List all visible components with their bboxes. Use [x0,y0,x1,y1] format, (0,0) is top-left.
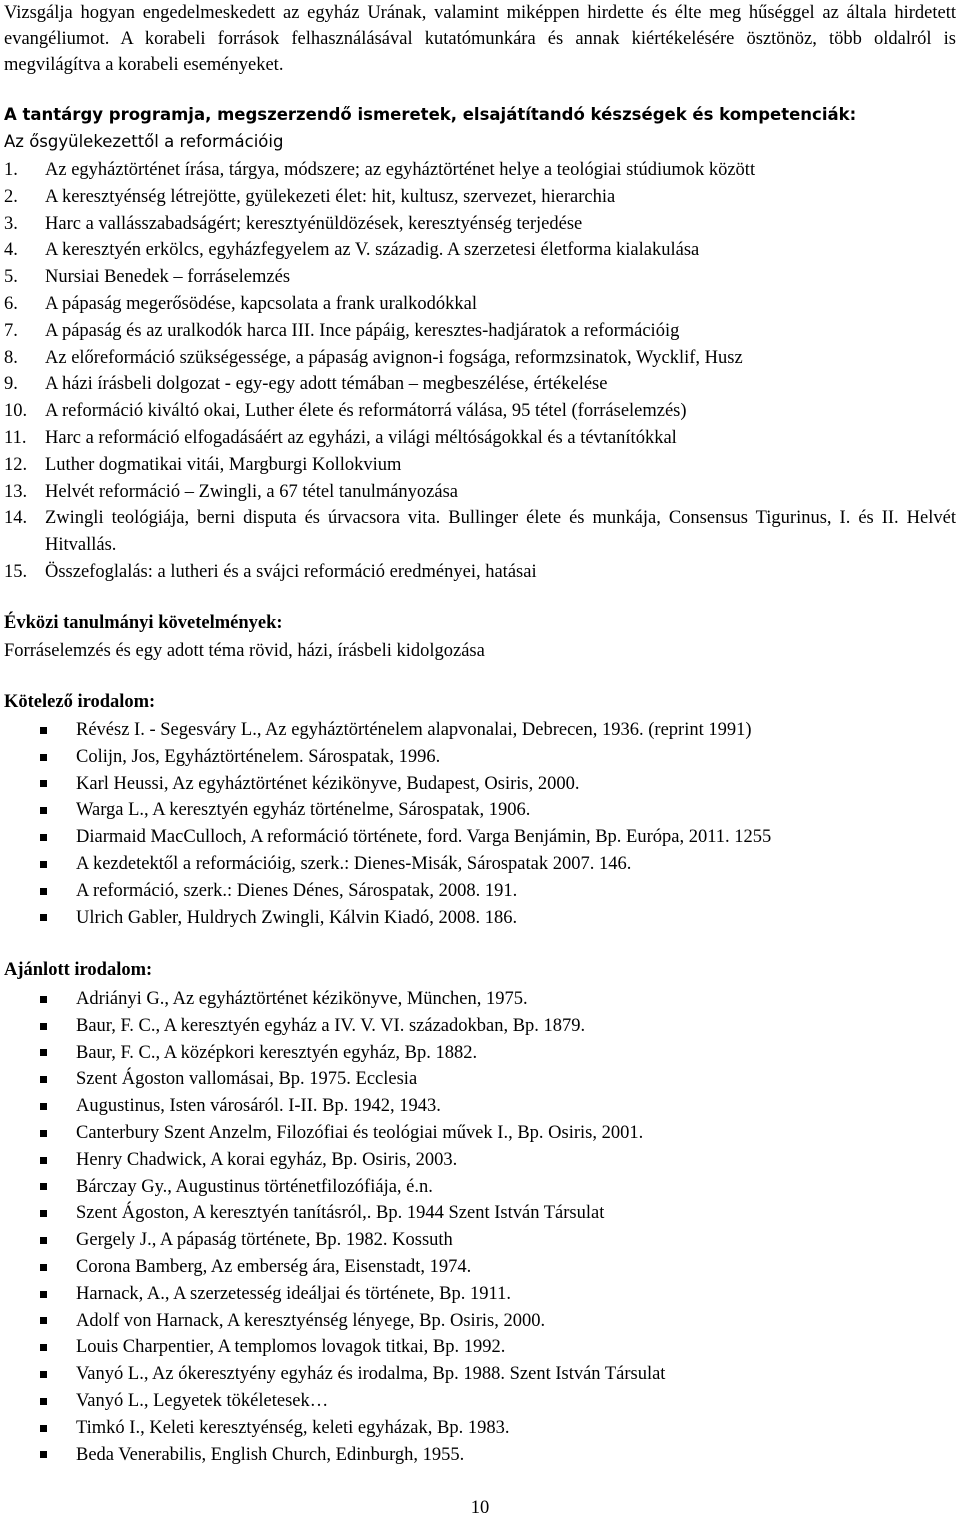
topic-number: 11. [4,427,27,448]
bibliography-text: A reformáció, szerk.: Dienes Dénes, Sárospatak, 2008. 191. [76,880,518,901]
square-bullet-icon [40,1237,47,1244]
page-number: 10 [470,1498,490,1518]
bibliography-text: Baur, F. C., A keresztyén egyház a IV. V. VI. századokban, Bp. 1879. [76,1015,586,1036]
bibliography-text: Louis Charpentier, A templomos lovagok titkai, Bp. 1992. [76,1337,506,1358]
topic-item [4,345,956,372]
square-bullet-icon [40,754,47,761]
topic-number: 1. [4,160,18,180]
topic-item [4,318,956,345]
topic-item [4,264,956,291]
bibliography-item [40,1388,665,1415]
program-heading: A tantárgy programja, megszerzendő ismeretek, elsajátítandó készségek és kompetenciák: [4,105,857,124]
topic-item [4,184,956,211]
topic-item [4,291,956,318]
square-bullet-icon [40,1157,47,1164]
square-bullet-icon [40,1344,47,1351]
mandatory-title: Kötelező irodalom: [4,692,156,712]
topic-text: A pápaság és az uralkodók harca III. Ince pápáig, keresztes-hadjáratok a reformációig [45,320,680,341]
bibliography-item [40,905,771,932]
bibliography-text: Vanyó L., Legyetek tökéletesek… [76,1390,329,1411]
bibliography-item [40,1120,665,1147]
square-bullet-icon [40,1425,47,1432]
recommended-title: Ajánlott irodalom: [4,960,153,980]
bibliography-item [40,878,771,905]
bibliography-text: Révész I. - Segesváry L., Az egyháztörténelem alapvonalai, Debrecen, 1936. (reprint 1991) [76,720,752,740]
square-bullet-icon [40,1023,47,1030]
topic-number: 10. [4,401,28,422]
bibliography-text: Colijn, Jos, Egyháztörténelem. Sárospatak, 1996. [76,746,441,767]
bibliography-text: Timkó I., Keleti keresztyénség, keleti egyházak, Bp. 1983. [76,1417,510,1438]
topic-number: 13. [4,481,28,502]
bibliography-item [40,1147,665,1174]
topic-number: 2. [4,186,18,207]
bibliography-text: Beda Venerabilis, English Church, Edinburgh, 1955. [76,1444,465,1465]
mandatory-list [40,717,771,931]
bibliography-item [40,1281,665,1308]
square-bullet-icon [40,727,47,734]
topic-number: 15. [4,561,28,582]
bibliography-item [40,1200,665,1227]
topic-number: 4. [4,240,18,261]
topic-text: A házi írásbeli dolgozat - egy-egy adott témában – megbeszélése, értékelése [45,374,608,395]
program-subheading: Az ősgyülekezettől a reformációig [4,132,284,151]
topic-text: A keresztyén erkölcs, egyházfegyelem az V. századig. A szerzetesi életforma kialakulása [45,240,700,261]
topic-text: Az egyháztörténet írása, tárgya, módszere; az egyháztörténet helye a teológiai stúdiumok között [45,160,756,180]
square-bullet-icon [40,1103,47,1110]
square-bullet-icon [40,1076,47,1083]
topic-number: 7. [4,320,18,341]
square-bullet-icon [40,888,47,895]
bibliography-item [40,851,771,878]
topic-text: Zwingli teológiája, berni disputa és úrvacsora vita. Bullinger élete és munkája, Consensus Tigurinus, I. és II. Helvét Hitvallás. [45,508,956,556]
bibliography-text: Adolf von Harnack, A keresztyénség lényege, Bp. Osiris, 2000. [76,1310,546,1331]
bibliography-item [40,824,771,851]
topic-text: Harc a reformáció elfogadásáért az egyházi, a világi méltóságokkal és a tévtanítókkal [45,427,677,448]
square-bullet-icon [40,861,47,868]
square-bullet-icon [40,1183,47,1190]
topic-item [4,371,956,398]
square-bullet-icon [40,1398,47,1405]
square-bullet-icon [40,1317,47,1324]
topic-item [4,425,956,452]
topic-text: A keresztyénség létrejötte, gyülekezeti élet: hit, kultusz, szervezet, hierarchia [45,186,616,207]
bibliography-item [40,1227,665,1254]
bibliography-text: Szent Ágoston vallomásai, Bp. 1975. Ecclesia [76,1069,418,1090]
topic-item [4,559,956,586]
topic-item [4,452,956,479]
topic-number: 9. [4,374,18,395]
bibliography-text: Harnack, A., A szerzetesség ideáljai és története, Bp. 1911. [76,1283,511,1304]
bibliography-item [40,986,665,1013]
bibliography-text: Vanyó L., Az ókeresztyény egyház és irodalma, Bp. 1988. Szent István Társulat [76,1364,666,1385]
square-bullet-icon [40,1291,47,1298]
requirements-title: Évközi tanulmányi követelmények: [4,613,283,633]
bibliography-item [40,1308,665,1335]
square-bullet-icon [40,1264,47,1271]
topic-text: Helvét reformáció – Zwingli, a 67 tétel tanulmányozása [45,481,459,502]
bibliography-text: Diarmaid MacCulloch, A reformáció története, ford. Varga Benjámin, Bp. Európa, 2011. 1255 [76,827,772,848]
topic-number: 6. [4,293,18,314]
bibliography-item [40,1415,665,1442]
bibliography-text: Bárczay Gy., Augustinus történetfilozófiája, é.n. [76,1176,433,1197]
topic-number: 14. [4,508,28,529]
bibliography-item [40,1174,665,1201]
bibliography-item [40,1040,665,1067]
topic-text: A pápaság megerősödése, kapcsolata a frank uralkodókkal [45,293,478,314]
topic-item [4,505,956,559]
bibliography-text: Szent Ágoston, A keresztyén tanításról,. Bp. 1944 Szent István Társulat [76,1203,605,1224]
topic-text: Az előreformáció szükségessége, a pápaság avignon-i fogsága, reformzsinatok, Wycklif, Husz [45,347,743,368]
topic-number: 8. [4,347,18,368]
bibliography-text: Augustinus, Isten városáról. I-II. Bp. 1942, 1943. [76,1096,441,1117]
intro-text: Vizsgálja hogyan engedelmeskedett az egyház Urának, valamint miképpen hirdette és élte meg hűséggel az általa hirdetett evangéliumot. A korabeli források felhasználásával kutatómunkára és annak kiértékelésére ösztönöz, több oldalról is megvilágítva a korabeli eseményeket. [4,3,956,75]
bibliography-text: Ulrich Gabler, Huldrych Zwingli, Kálvin Kiadó, 2008. 186. [76,907,518,928]
square-bullet-icon [40,996,47,1003]
square-bullet-icon [40,1451,47,1458]
square-bullet-icon [40,1130,47,1137]
square-bullet-icon [40,780,47,787]
bibliography-text: Corona Bamberg, Az emberség ára, Eisenstadt, 1974. [76,1256,472,1277]
bibliography-text: A kezdetektől a reformációig, szerk.: Dienes-Misák, Sárospatak 2007. 146. [76,853,632,874]
bibliography-text: Henry Chadwick, A korai egyház, Bp. Osiris, 2003. [76,1149,458,1170]
bibliography-text: Baur, F. C., A középkori keresztyén egyház, Bp. 1882. [76,1042,478,1063]
bibliography-item [40,1013,665,1040]
bibliography-item [40,797,771,824]
topic-text: Harc a vallásszabadságért; keresztyénüldözések, keresztyénség terjedése [45,213,583,234]
square-bullet-icon [40,1049,47,1056]
bibliography-item [40,1442,665,1469]
topic-item [4,211,956,238]
square-bullet-icon [40,807,47,814]
bibliography-text: Warga L., A keresztyén egyház történelme, Sárospatak, 1906. [76,800,531,821]
topics-list [4,157,956,586]
bibliography-item [40,1254,665,1281]
topic-number: 12. [4,454,28,475]
topic-item [4,479,956,506]
intro-paragraph [4,0,956,78]
bibliography-item [40,1334,665,1361]
bibliography-item [40,744,771,771]
square-bullet-icon [40,1371,47,1378]
bibliography-item [40,717,771,744]
requirements-text: Forráselemzés és egy adott téma rövid, házi, írásbeli kidolgozása [4,641,485,661]
topic-number: 5. [4,267,18,288]
topic-item [4,157,956,184]
recommended-list [40,986,665,1468]
bibliography-item [40,1066,665,1093]
topic-item [4,398,956,425]
bibliography-item [40,1361,665,1388]
bibliography-text: Adriányi G., Az egyháztörténet kézikönyve, München, 1975. [76,989,528,1009]
bibliography-item [40,771,771,798]
bibliography-text: Gergely J., A pápaság története, Bp. 1982. Kossuth [76,1230,453,1251]
topic-text: Nursiai Benedek – forráselemzés [45,267,291,288]
topic-number: 3. [4,213,18,234]
topic-text: A reformáció kiváltó okai, Luther élete és reformátorrá válása, 95 tétel (forráselemzés) [45,401,687,422]
topic-text: Luther dogmatikai vitái, Margburgi Kollokvium [45,454,402,475]
square-bullet-icon [40,914,47,921]
bibliography-item [40,1093,665,1120]
topic-text: Összefoglalás: a lutheri és a svájci reformáció eredményei, hatásai [45,561,537,582]
topic-item [4,237,956,264]
bibliography-text: Karl Heussi, Az egyháztörténet kézikönyve, Budapest, Osiris, 2000. [76,773,580,794]
square-bullet-icon [40,834,47,841]
bibliography-text: Canterbury Szent Anzelm, Filozófiai és teológiai művek I., Bp. Osiris, 2001. [76,1122,644,1143]
square-bullet-icon [40,1210,47,1217]
